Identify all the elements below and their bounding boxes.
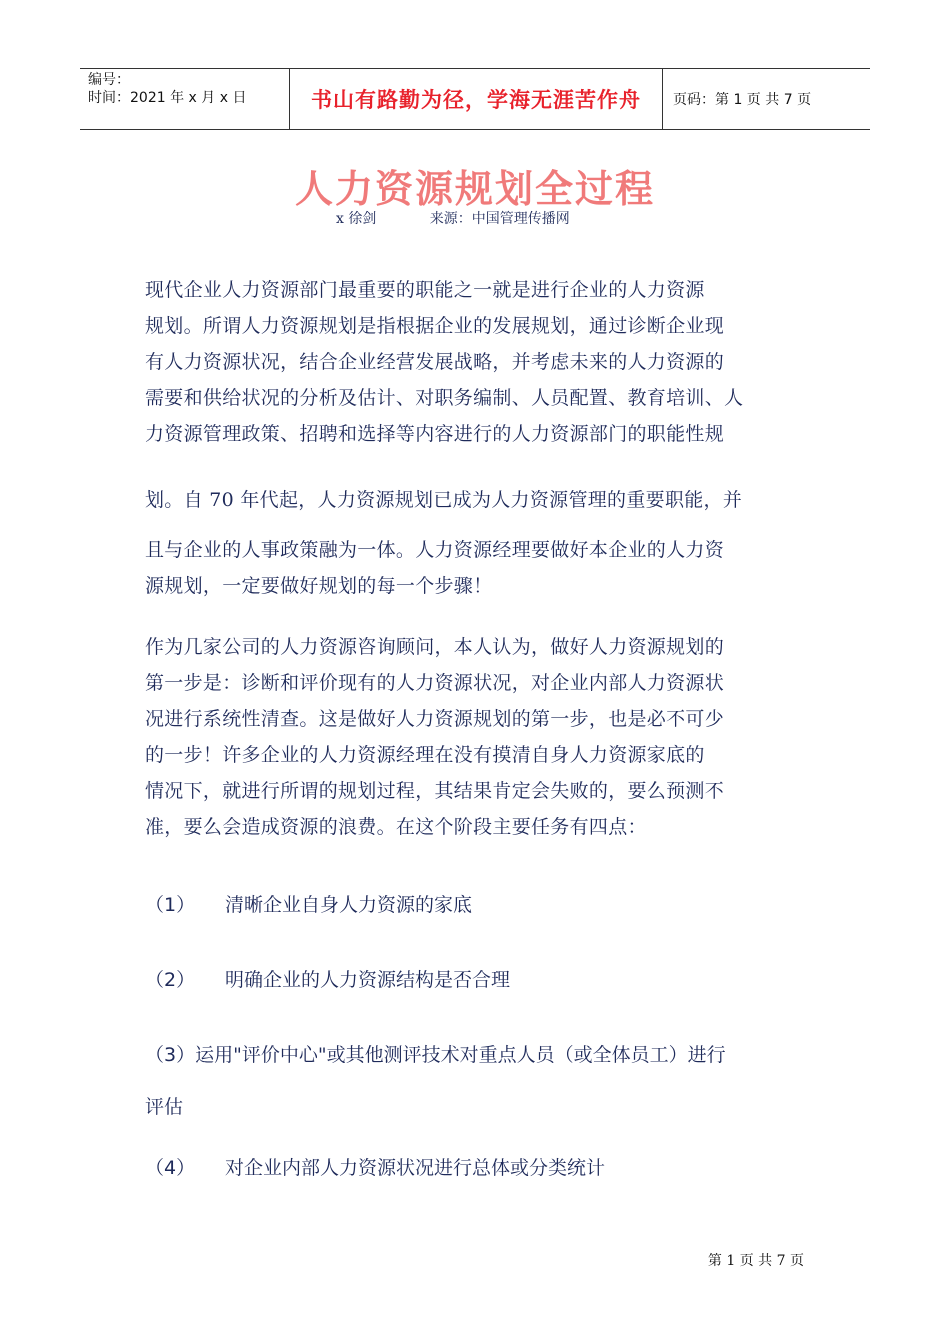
list-text: 明确企业的人力资源结构是否合理	[225, 969, 511, 991]
list-item	[145, 1040, 726, 1067]
page-header	[80, 68, 870, 130]
source: 来源：中国管理传播网	[429, 211, 570, 227]
list-item	[145, 965, 510, 992]
text-line: 且与企业的人事政策融为一体。人力资源经理要做好本企业的人力资	[145, 539, 725, 561]
serial-label: 编号：	[88, 72, 130, 88]
list-item-continuation: 评估	[145, 1096, 184, 1118]
list-item	[145, 890, 472, 917]
paragraph-2	[145, 629, 815, 845]
text-line: 准，要么会造成资源的浪费。在这个阶段主要任务有四点：	[145, 816, 647, 838]
text-line: 源规划，一定要做好规划的每一个步骤！	[145, 575, 493, 597]
paragraph-1-part-b	[145, 482, 815, 518]
list-number: （3）	[145, 1044, 196, 1066]
list-item	[145, 1153, 605, 1180]
text-line: 的一步！许多企业的人力资源经理在没有摸清自身人力资源家底的	[145, 744, 705, 766]
list-text: 运用"评价中心"或其他测评技术对重点人员（或全体员工）进行	[195, 1044, 726, 1066]
text-line: 情况下，就进行所谓的规划过程，其结果肯定会失败的，要么预测不	[145, 780, 725, 802]
text-line: 有人力资源状况，结合企业经营发展战略，并考虑未来的人力资源的	[145, 351, 725, 373]
list-number: （4）	[145, 1157, 196, 1179]
list-number: （1）	[145, 894, 196, 916]
text-line: 况进行系统性清查。这是做好人力资源规划的第一步，也是必不可少	[145, 708, 725, 730]
text-line: 现代企业人力资源部门最重要的职能之一就是进行企业的人力资源	[145, 279, 705, 301]
header-motto: 书山有路勤为径，学海无涯苦作舟	[290, 69, 663, 129]
text-line: 力资源管理政策、招聘和选择等内容进行的人力资源部门的职能性规	[145, 423, 725, 445]
page-footer: 第 1 页 共 7 页	[707, 1253, 804, 1269]
document-title: 人力资源规划全过程	[294, 167, 655, 211]
paragraph-1-part-c	[145, 532, 815, 604]
list-text: 清晰企业自身人力资源的家底	[225, 894, 473, 916]
document-meta	[336, 208, 570, 228]
date-label: 时间：2021 年 x 月 x 日	[88, 90, 247, 106]
paragraph-1-part-a	[145, 272, 815, 452]
list-text: 对企业内部人力资源状况进行总体或分类统计	[225, 1157, 606, 1179]
header-page-label: 页码：第 1 页 共 7 页	[673, 92, 812, 108]
list-number: （2）	[145, 969, 196, 991]
text-line: 第一步是：诊断和评价现有的人力资源状况，对企业内部人力资源状	[145, 672, 725, 694]
text-line: 作为几家公司的人力资源咨询顾问，本人认为，做好人力资源规划的	[145, 636, 725, 658]
text-line: 划。自 70 年代起，人力资源规划已成为人力资源管理的重要职能，并	[145, 489, 743, 511]
text-line: 需要和供给状况的分析及估计、对职务编制、人员配置、教育培训、人	[145, 387, 744, 409]
header-left-cell	[80, 69, 290, 129]
text-line: 规划。所谓人力资源规划是指根据企业的发展规划，通过诊断企业现	[145, 315, 725, 337]
author: x 徐剑	[336, 211, 377, 227]
